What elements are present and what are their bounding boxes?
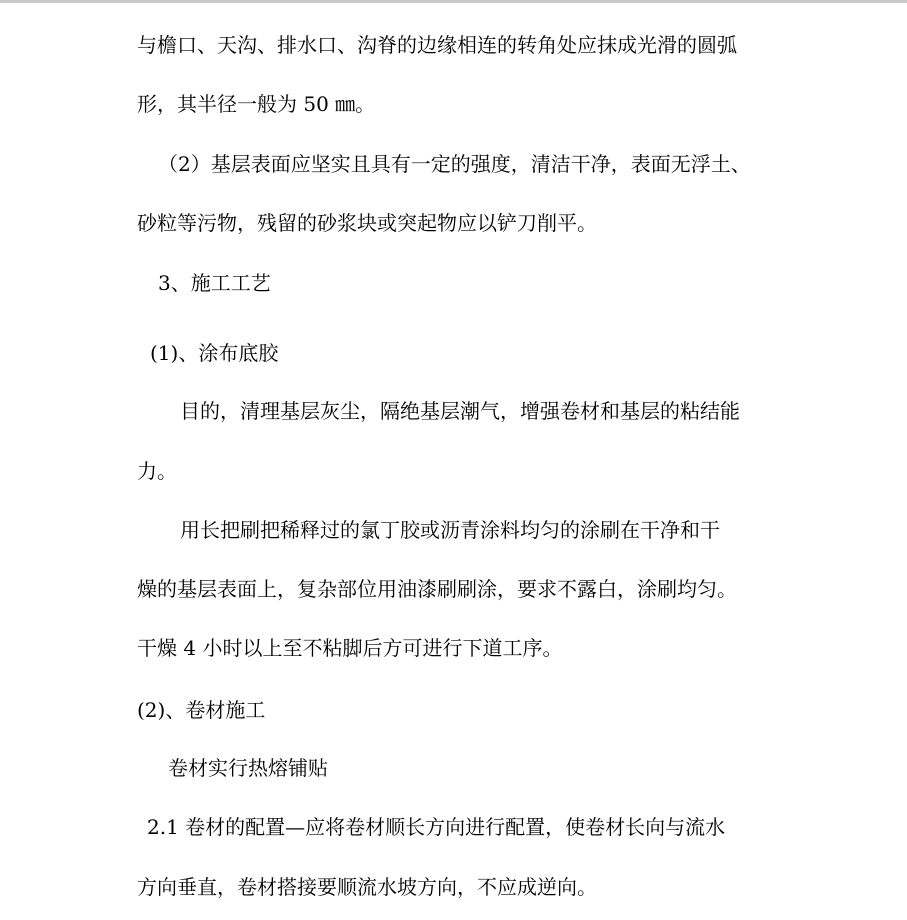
text-line: 砂粒等污物，残留的砂浆块或突起物应以铲刀削平。 — [137, 211, 597, 235]
text-line: （2）基层表面应坚实且具有一定的强度，清洁干净，表面无浮土、 — [158, 152, 751, 176]
text-line: 方向垂直，卷材搭接要顺流水坡方向，不应成逆向。 — [137, 875, 597, 899]
text-line: 2.1 卷材的配置—应将卷材顺长方向进行配置，使卷材长向与流水 — [147, 815, 726, 839]
text-line: 用长把刷把稀释过的氯丁胶或沥青涂料均匀的涂刷在干净和干 — [180, 518, 720, 542]
text-line: 力。 — [137, 459, 177, 483]
text-line: 与檐口、天沟、排水口、沟脊的边缘相连的转角处应抹成光滑的圆弧 — [137, 33, 737, 57]
text-line: 卷材实行热熔铺贴 — [168, 756, 328, 780]
subsection-heading: (2)、卷材施工 — [137, 698, 266, 722]
text-line: 目的，清理基层灰尘，隔绝基层潮气，增强卷材和基层的粘结能 — [180, 399, 740, 423]
subsection-heading: (1)、涂布底胶 — [150, 341, 279, 365]
page-top-border — [0, 0, 907, 3]
text-line: 燥的基层表面上，复杂部位用油漆刷刷涂，要求不露白，涂刷均匀。 — [137, 577, 737, 601]
section-heading: 3、施工工艺 — [158, 271, 271, 295]
text-line: 形，其半径一般为 50 ㎜。 — [137, 92, 376, 116]
text-line: 干燥 4 小时以上至不粘脚后方可进行下道工序。 — [137, 636, 563, 660]
